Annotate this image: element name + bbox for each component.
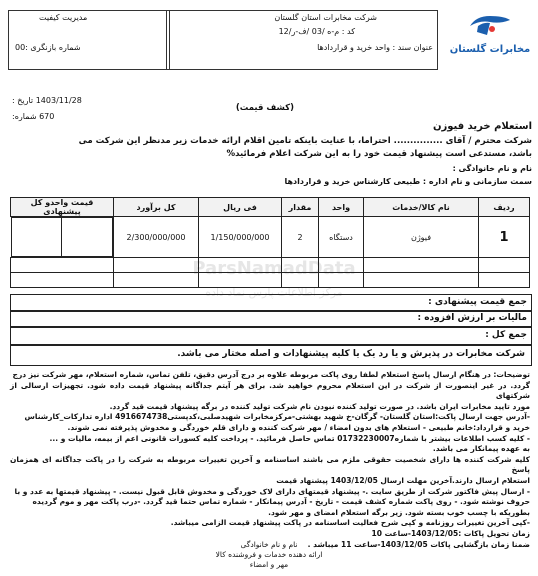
company-logo [448,10,532,70]
cell-quantity: 2 [282,217,319,258]
signature-block [199,540,339,570]
cell-offer-unit [61,218,112,256]
table-header-row [11,198,530,217]
intro-line-1: شرکت محترم / آقای ............... احتراما، با عنایت باینکه تامین اقلام ارائه خدمات زیر مدنظر این شرکت می [78,136,532,146]
company-name: شرکت مخابرات استان گلستان [274,13,377,22]
note-line: -کپی آخرین تغییرات روزنامه و کپی شرح فعالیت اساسنامه در پاکت پیشنهاد قیمت الزامی میباشد. [170,518,530,528]
items-table [10,197,530,288]
col-unit-price-header: فی ریال [199,198,282,217]
inquiry-title: استعلام خرید فیوزن [432,121,532,132]
note-line: زمان تحویل پاکات :1403/12/05-ساعت 10 [371,528,530,538]
table-row [11,258,530,273]
note-line: کلیه شرکت کننده ها دارای شخصیت حقوقی ملزم می باشند اساسنامه و آخرین تغییرات مربوطه به شرکت را در پاکت جداگانه ای همزمان پاسخ [10,454,530,475]
col-offer-header: قیمت واحدو کل پیشنهادی [11,198,114,217]
note-line: حروف نوشته شود. - روی پاکت شماره کشف قیمت - تاریخ - آدرس پیمانکار - شماره تماس حتما قید گردد. -درب پاکت مهر و موم گردیده [32,497,530,507]
note-line: استعلام ارسال دارند.آخرین مهلت ارسال 1403/12/05 پیشنهاد قیمت [276,475,530,485]
cell-estimate: 2/300/000/000 [114,217,199,258]
note-line: مورد تایید مخابرات ایران باشد. در صورت تولید کننده نبودن نام شرکت تولید کننده در برگه پیشنهاد قیمت قید گردد. [109,401,530,411]
col-unit-header: واحد [319,198,364,217]
acceptance-note-box [10,344,532,366]
cell-offer-total [12,218,62,256]
signature-name: نام و نام خانوادگی [240,540,298,549]
grand-total-label: جمع کل : [485,330,527,340]
date-value: 1403/11/28 [35,96,82,105]
document-title-label: عنوان سند : واحد خرید و قراردادها [317,43,433,52]
col-estimate-header: کل برآورد [114,198,199,217]
grand-total-box [10,326,532,346]
header-center-box [166,10,438,70]
table-row [11,273,530,288]
col-row-header: ردیف [479,198,530,217]
notes-block [10,370,530,550]
note-line: بطوریکه با چسب خوب بسته شود. زیر برگه استعلام امضای و مهر شود. [268,507,530,517]
watermark-subtext: مرکز اطلاعات پارس نماد داده [205,286,343,299]
price-inquiry-tag: (کشف قیمت) [235,103,294,113]
note-line: توضیحات: در هنگام ارسال پاسخ استعلام لطفا روی پاکت مربوطه علاوه بر درج آدرس دقیق، تلفن تماس، شماره استعلام، مهر شرکت نیز درج [12,370,530,379]
note-line: - ارسال پیش فاکتور شرکت از طریق سایت .- پیشنهاد قیمتهای دارای لاک خوردگی و مخدوش قابل قبول نیست. - پیشنهاد قیمتها به عدد و با [14,486,530,496]
note-line: ضمنا زمان بازگشایی پاکات 1403/12/05-ساعت 11 میباشد . [307,539,530,549]
signature-seller: ارائه دهنده خدمات و فروشنده کالا [215,550,323,559]
col-qty-header: مقدار [282,198,319,217]
note-line: -آدرس جهت ارسال پاکت:استان گلستان- گرگان-خ شهید بهشتی-مرکزمخابرات شهیدصلبی،کدپستی4916674738 اداره تدارکات_کارشناس [24,412,530,422]
quality-management: مدیریت کیفیت [39,13,88,22]
cell-unit-price: 1/150/000/000 [199,217,282,258]
document-page [4,4,534,572]
note-line: - کلیه کسب اطلاعات بیشتر با شماره01732230007 تماس حاصل فرمائید. - پرداخت کلیه کسورات قانونی اعم از بیمه، مالیات و ... [49,433,530,443]
number-label: شماره: [12,112,37,121]
acceptance-note: شرکت مخابرات در پذیرش و یا رد یک یا کلیه پیشنهادات و اصله مختار می باشد. [177,349,525,359]
number-row [12,112,54,122]
table-row [11,217,530,258]
cell-item-name: فیوژن [364,217,479,258]
note-line: به عهده پیمانکار می باشد. [432,444,530,454]
date-label: تاریخ : [12,96,34,105]
note-line: گردد. در غیر اینصورت از شرکت در این استعلام محروم خواهید شد. برای هر آیتم جداگانه پیشنهاد قیمت داده شود. تجهیزات ارسالی از شرکتهای [10,380,530,401]
vat-label: مالیات بر ارزش افزوده : [417,313,527,323]
cell-unit: دستگاه [319,217,364,258]
header-left-box [8,10,170,70]
number-value: 670 [39,112,55,121]
cell-offer [11,217,114,257]
review-number: شماره بازنگری :00 [15,43,81,52]
form-code: کد : م-ه /03 /ف-ر/12 [278,27,355,36]
note-line: خرید و قرارداد:خانم طبیعی - استعلام های بدون امضاء / مهر شرکت کننده و دارای قلم خوردگی و مخدوش پذیرفته نمی شوند. [67,422,530,432]
name-line: نام و نام خانوادگی : [452,164,532,173]
date-row [12,96,82,106]
col-item-header: نام کالا/خدمات [364,198,479,217]
org-line: سمت سازمانی و نام اداره : طبیعی کارشناس خرید و قراردادها [284,177,532,186]
signature-stamp: مهر و امضاء [249,560,289,569]
total-label: جمع قیمت پیشنهادی : [428,297,527,307]
watermark-text: ParsNamadData [192,258,356,279]
document-header [4,4,534,76]
cell-row-number: 1 [479,217,530,258]
logo-text: مخابرات گلستان [449,44,531,55]
intro-line-2: باشد، مستدعی است پیشنهاد قیمت خود را به این شرکت اعلام فرمائید% [226,149,532,159]
